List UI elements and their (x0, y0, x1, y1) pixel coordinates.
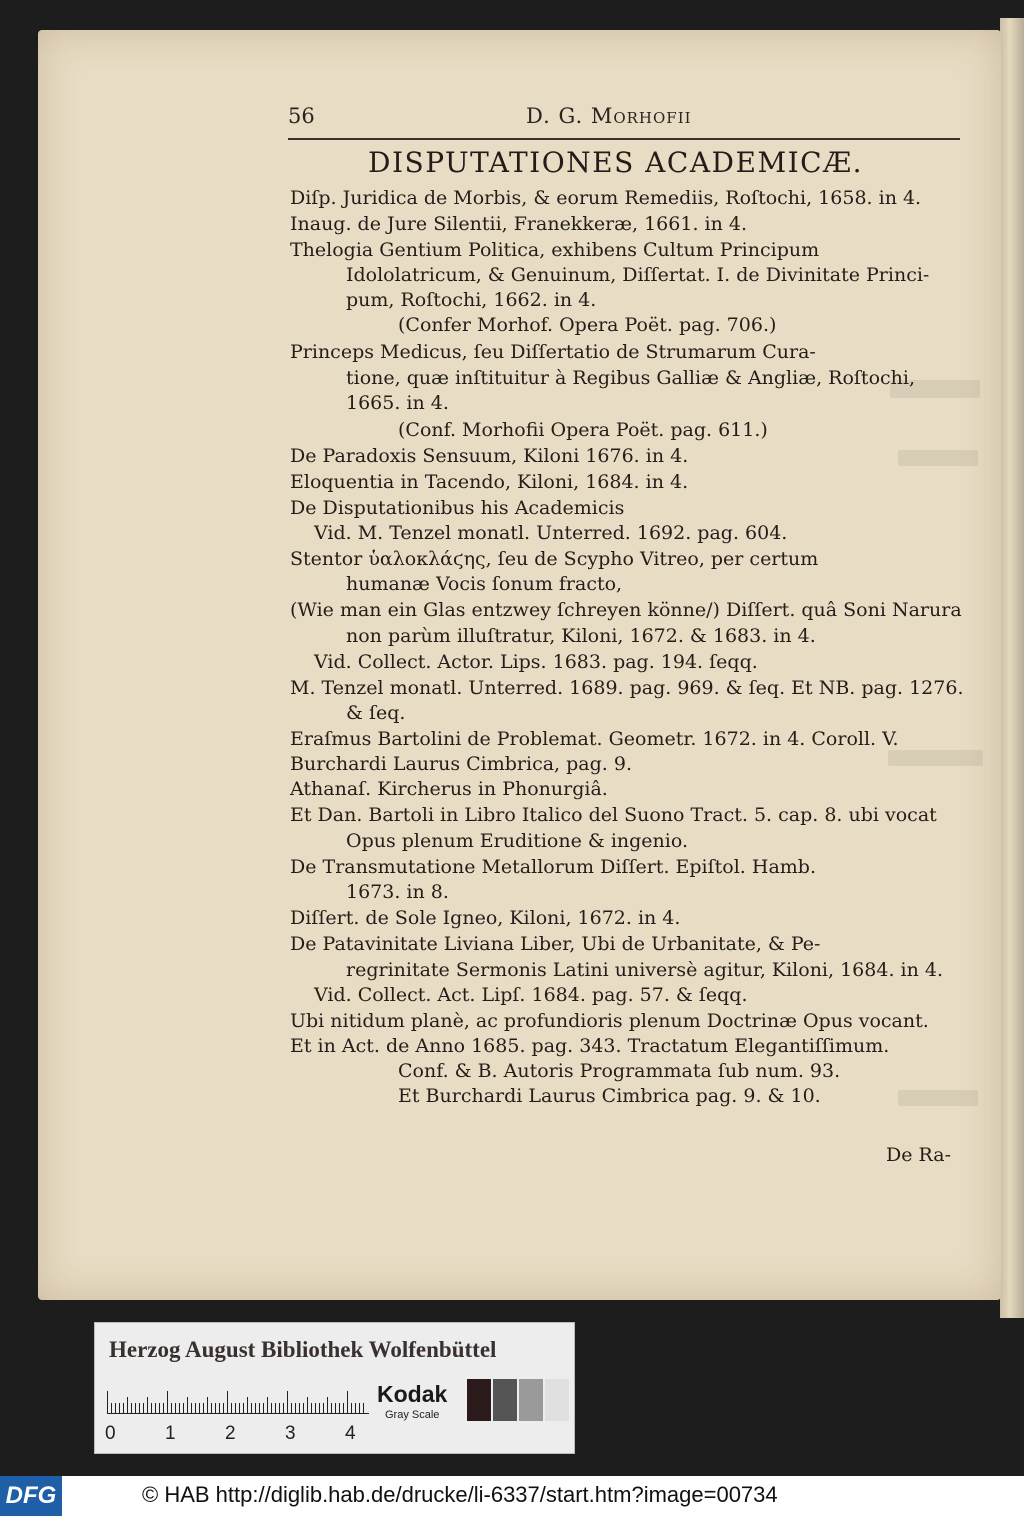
ruler-number: 4 (345, 1423, 356, 1444)
ruler-tick (115, 1403, 116, 1413)
ruler-tick (271, 1403, 272, 1413)
ruler-tick (331, 1403, 332, 1413)
ruler-tick (219, 1403, 220, 1413)
text-line: De Patavinitate Liviana Liber, Ubi de Urbanitate, & Pe- (290, 933, 821, 955)
ruler-tick (355, 1403, 356, 1413)
ruler-tick (311, 1403, 312, 1413)
bleed-through-mark (898, 450, 978, 466)
ruler-tick (315, 1403, 316, 1413)
ruler-tick (231, 1403, 232, 1413)
ruler-tick (255, 1403, 256, 1413)
text-line: Conf. & B. Autoris Programmata ſub num. 93. (398, 1060, 841, 1082)
dfg-logo: DFG (0, 1476, 62, 1516)
gray-swatch (493, 1379, 517, 1421)
ruler-tick (243, 1403, 244, 1413)
ruler-number: 0 (105, 1423, 116, 1444)
ruler-tick (147, 1397, 148, 1413)
ruler-tick (363, 1403, 364, 1413)
text-line: Opus plenum Eruditione & ingenio. (346, 830, 689, 852)
ruler-tick (359, 1403, 360, 1413)
gray-swatch (467, 1379, 491, 1421)
ruler-tick (339, 1403, 340, 1413)
footer-bar (0, 1476, 1024, 1516)
text-line: Athanaſ. Kircherus in Phonurgiâ. (290, 778, 608, 800)
kodak-brand: Kodak (377, 1381, 448, 1407)
text-line: Vid. Collect. Actor. Lips. 1683. pag. 194. ſeqq. (314, 651, 758, 673)
ruler-number: 3 (285, 1423, 296, 1444)
ruler-tick (199, 1403, 200, 1413)
text-line: De Paradoxis Sensuum, Kiloni 1676. in 4. (290, 445, 689, 467)
ruler-tick (347, 1391, 348, 1413)
ruler-tick (227, 1391, 228, 1413)
text-line: Eloquentia in Tacendo, Kiloni, 1684. in 4. (290, 471, 689, 493)
ruler-tick (139, 1403, 140, 1413)
text-line: (Wie man ein Glas entzwey ſchreyen könne/) Diſſert. quâ Soni Narura (290, 599, 962, 621)
text-line: 1673. in 8. (346, 881, 449, 903)
ruler-tick (159, 1403, 160, 1413)
text-line: Vid. Collect. Act. Lipſ. 1684. pag. 57. & ſeqq. (314, 984, 748, 1006)
ruler-tick (287, 1391, 288, 1413)
text-line: (Confer Morhof. Opera Poët. pag. 706.) (398, 314, 777, 336)
gray-scale-label: Gray Scale (385, 1409, 440, 1421)
ruler-tick (195, 1403, 196, 1413)
ruler-tick (239, 1403, 240, 1413)
ruler-tick (187, 1397, 188, 1413)
ruler-tick (207, 1397, 208, 1413)
ruler-tick (191, 1403, 192, 1413)
text-line: Et in Act. de Anno 1685. pag. 343. Tractatum Elegantiſſimum. (290, 1035, 890, 1057)
ruler-tick (215, 1403, 216, 1413)
ruler-tick (247, 1397, 248, 1413)
header-rule (288, 138, 960, 140)
text-line: tione, quæ inſtituitur à Regibus Galliæ & Angliæ, Roſtochi, (346, 367, 915, 389)
text-line: Vid. M. Tenzel monatl. Unterred. 1692. pag. 604. (314, 522, 788, 544)
ruler-tick (151, 1403, 152, 1413)
text-line: Burchardi Laurus Cimbrica, pag. 9. (290, 753, 632, 775)
ruler-tick (275, 1403, 276, 1413)
text-line: Et Dan. Bartoli in Libro Italico del Suono Tract. 5. cap. 8. ubi vocat (290, 804, 937, 826)
text-line: De Disputationibus his Academicis (290, 497, 625, 519)
text-line: De Transmutatione Metallorum Diſſert. Epiſtol. Hamb. (290, 856, 817, 878)
text-line: Diſſert. de Sole Igneo, Kiloni, 1672. in 4. (290, 907, 681, 929)
color-chart (94, 1322, 575, 1454)
bleed-through-mark (888, 750, 983, 766)
text-line: 1665. in 4. (346, 392, 449, 414)
ruler-tick (123, 1403, 124, 1413)
ruler-tick (223, 1403, 224, 1413)
ruler-tick (179, 1403, 180, 1413)
ruler-tick (203, 1403, 204, 1413)
ruler-tick (143, 1403, 144, 1413)
ruler-tick (235, 1403, 236, 1413)
ruler-tick (263, 1403, 264, 1413)
page-spine (1000, 18, 1024, 1318)
text-line: Stentor ὑαλοκλάϛης, ſeu de Scypho Vitreo, per certum (290, 548, 819, 570)
chart-title: Herzog August Bibliothek Wolfenbüttel (109, 1337, 497, 1362)
text-line: Et Burchardi Laurus Cimbrica pag. 9. & 10. (398, 1085, 821, 1107)
ruler-tick (183, 1403, 184, 1413)
text-line: Diſp. Juridica de Morbis, & eorum Remediis, Roſtochi, 1658. in 4. (290, 187, 922, 209)
ruler-tick (155, 1403, 156, 1413)
ruler-tick (127, 1397, 128, 1413)
catchword: De Ra- (886, 1144, 952, 1166)
ruler-tick (303, 1403, 304, 1413)
ruler-tick (259, 1403, 260, 1413)
gray-swatch (545, 1379, 569, 1421)
running-header (288, 104, 958, 132)
text-line: (Conf. Morhofii Opera Poët. pag. 611.) (398, 419, 768, 441)
running-title: D. G. Morhofii (526, 104, 692, 128)
ruler-tick (291, 1403, 292, 1413)
text-line: Inaug. de Jure Silentii, Franekkeræ, 1661. in 4. (290, 213, 748, 235)
page-number: 56 (288, 104, 315, 128)
text-line: humanæ Vocis ſonum fracto, (346, 573, 623, 595)
ruler-tick (279, 1403, 280, 1413)
ruler-tick (167, 1391, 168, 1413)
text-line: regrinitate Sermonis Latini universè agitur, Kiloni, 1684. in 4. (346, 959, 944, 981)
ruler-tick (251, 1403, 252, 1413)
text-line: Eraſmus Bartolini de Problemat. Geometr. 1672. in 4. Coroll. V. (290, 728, 899, 750)
ruler-tick (351, 1403, 352, 1413)
ruler-tick (319, 1403, 320, 1413)
text-line: Idololatricum, & Genuinum, Diſſertat. I. de Divinitate Princi- (346, 264, 930, 286)
ruler-tick (307, 1397, 308, 1413)
ruler-number: 2 (225, 1423, 236, 1444)
text-line: non parùm illuſtratur, Kiloni, 1672. & 1683. in 4. (346, 625, 816, 647)
ruler-tick (267, 1397, 268, 1413)
text-line: Princeps Medicus, ſeu Diſſertatio de Strumarum Cura- (290, 341, 816, 363)
ruler-tick (283, 1403, 284, 1413)
ruler-tick (295, 1403, 296, 1413)
section-heading: DISPUTATIONES ACADEMICÆ. (368, 146, 864, 179)
ruler-tick (299, 1403, 300, 1413)
ruler-tick (163, 1403, 164, 1413)
ruler-tick (343, 1403, 344, 1413)
gray-swatch (519, 1379, 543, 1421)
ruler-tick (111, 1403, 112, 1413)
ruler-tick (327, 1397, 328, 1413)
ruler-tick (135, 1403, 136, 1413)
ruler-tick (335, 1403, 336, 1413)
text-line: & ſeq. (346, 702, 406, 724)
ruler-tick (175, 1403, 176, 1413)
ruler-tick (171, 1403, 172, 1413)
ruler-tick (131, 1403, 132, 1413)
text-line: Thelogia Gentium Politica, exhibens Cultum Principum (290, 239, 820, 261)
ruler-number: 1 (165, 1423, 176, 1444)
bleed-through-mark (898, 1090, 978, 1106)
ruler-tick (211, 1403, 212, 1413)
ruler-tick (119, 1403, 120, 1413)
text-line: pum, Roſtochi, 1662. in 4. (346, 289, 597, 311)
ruler-tick (323, 1403, 324, 1413)
ruler (107, 1389, 369, 1414)
text-line: M. Tenzel monatl. Unterred. 1689. pag. 969. & ſeq. Et NB. pag. 1276. (290, 677, 964, 699)
text-line: Ubi nitidum planè, ac profundioris plenum Doctrinæ Opus vocant. (290, 1010, 929, 1032)
footer-credit: © HAB http://diglib.hab.de/drucke/li-6337/start.htm?image=00734 (142, 1482, 778, 1507)
ruler-tick (107, 1391, 108, 1413)
